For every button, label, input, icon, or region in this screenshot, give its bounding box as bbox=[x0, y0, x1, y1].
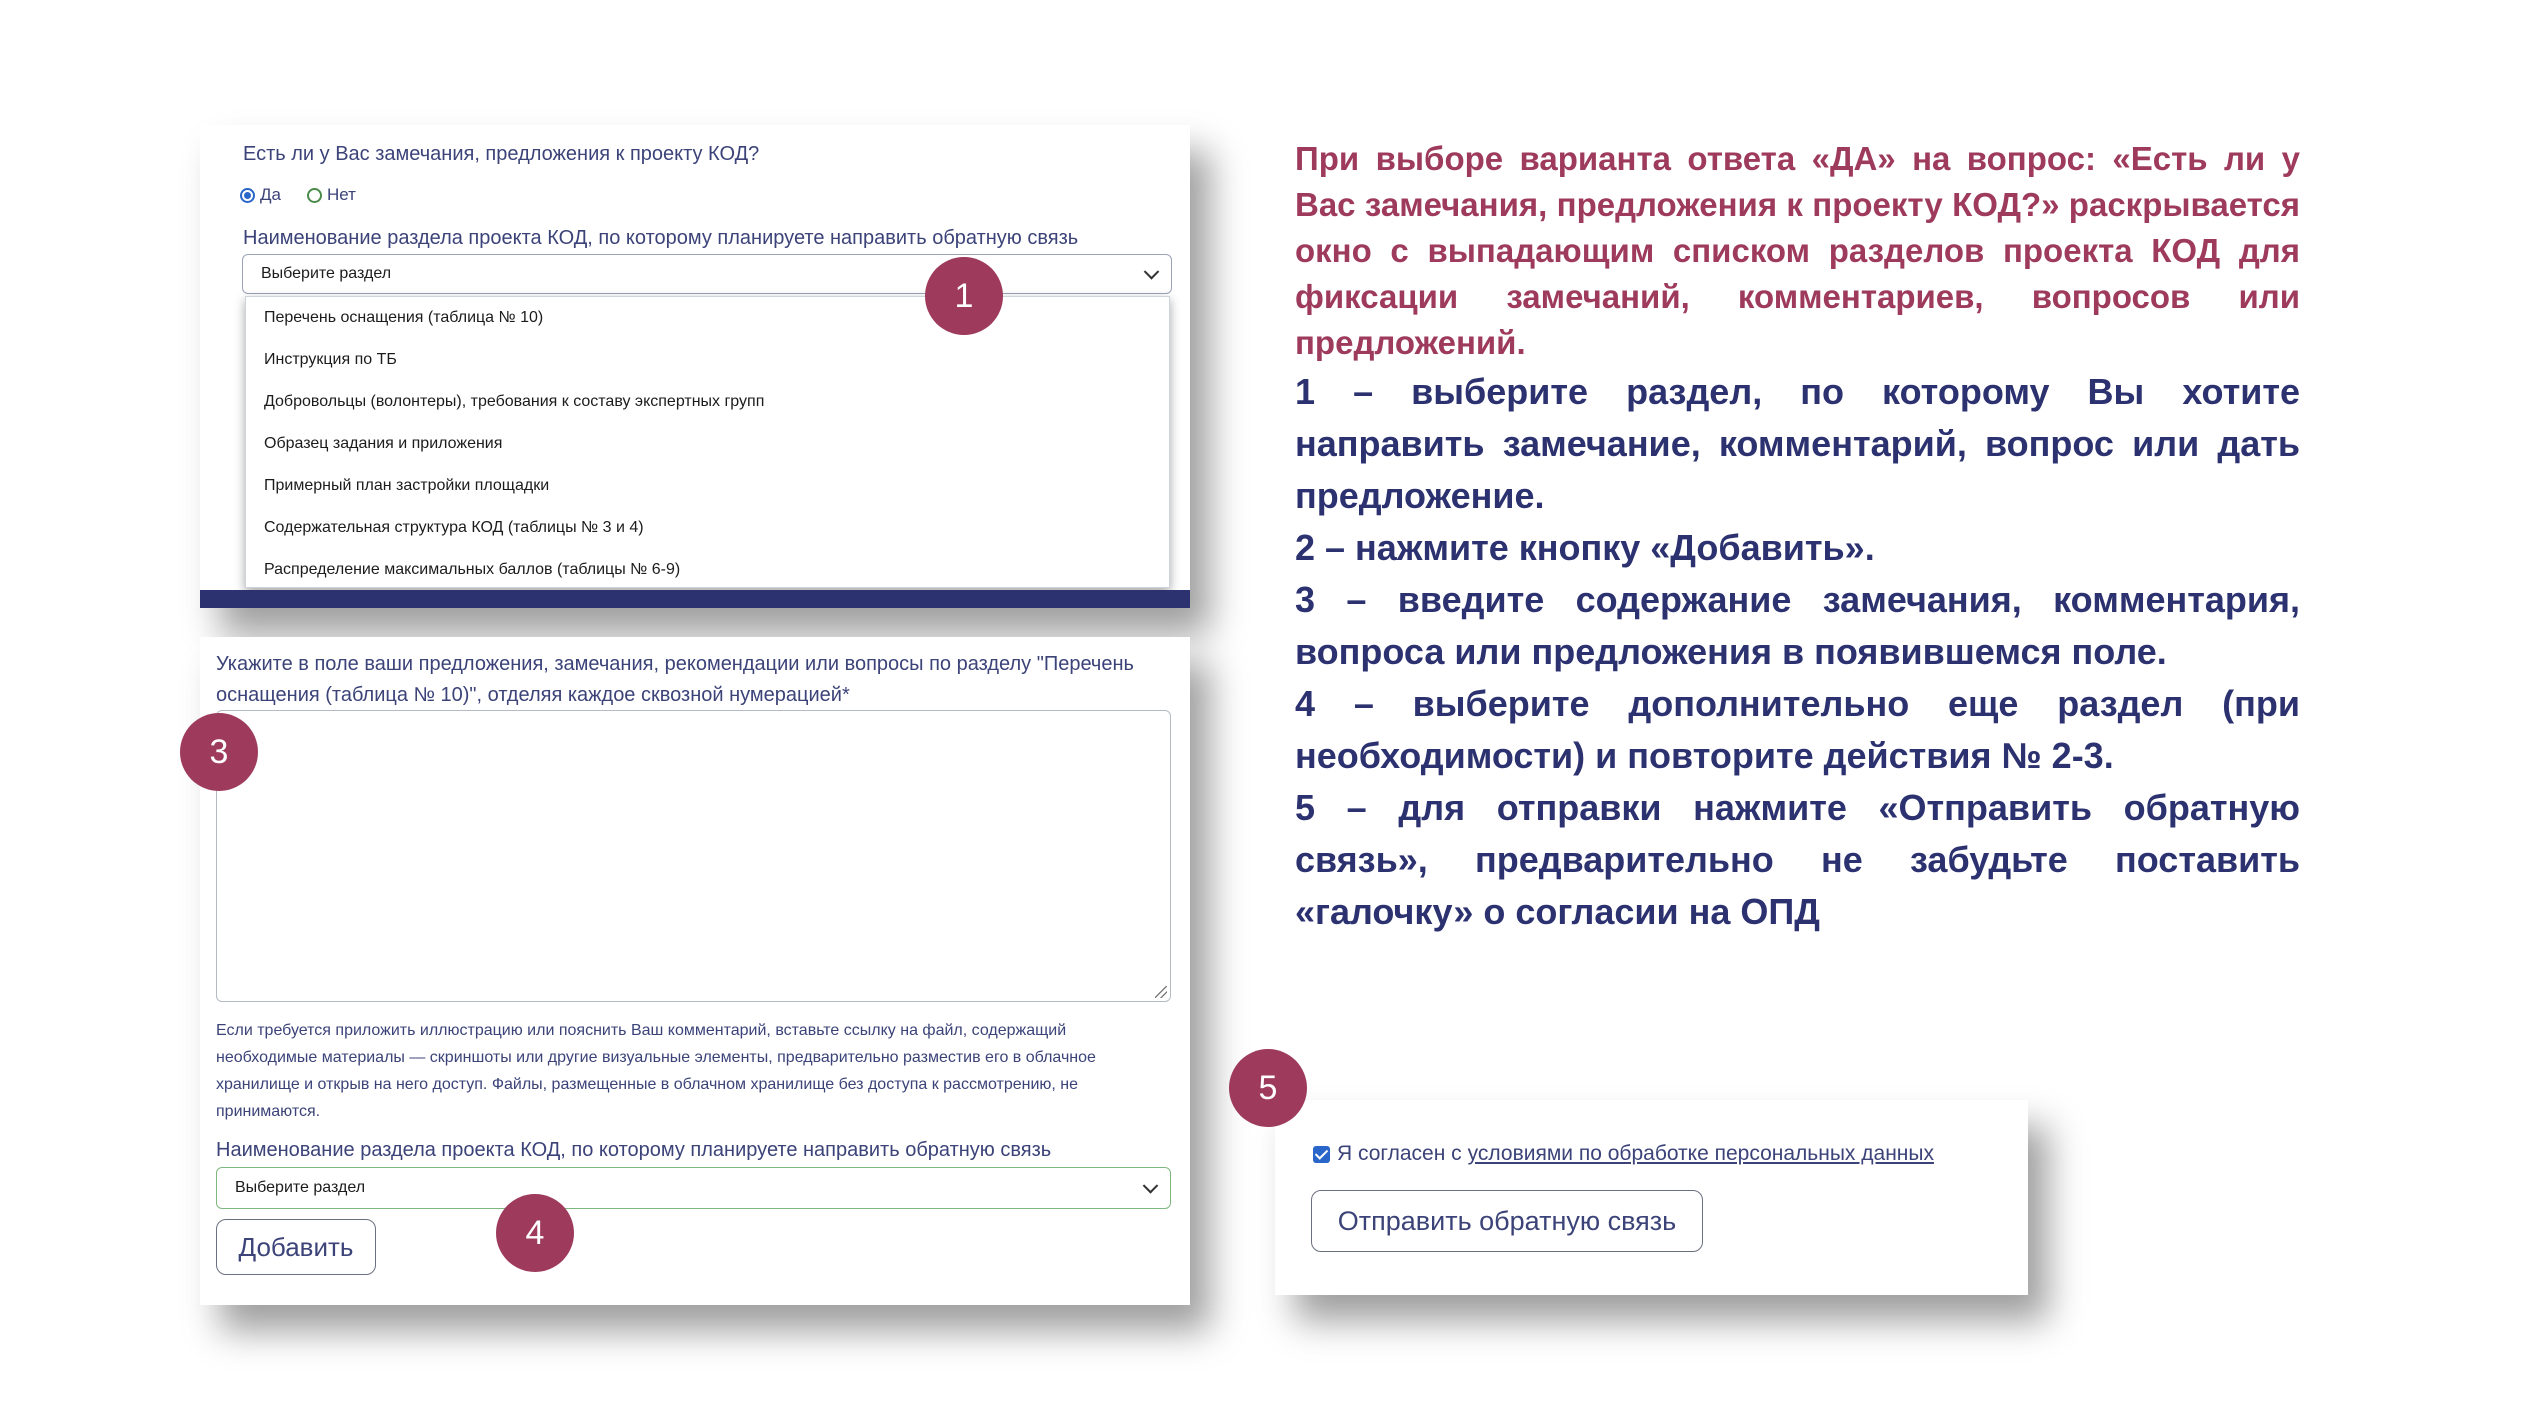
feedback-question-panel bbox=[200, 125, 1190, 608]
section-select-label-2: Наименование раздела проекта КОД, по которому планируете направить обратную связь bbox=[216, 1139, 1052, 1161]
radio-no[interactable] bbox=[307, 185, 356, 205]
section-select-value-2: Выберите раздел bbox=[235, 1179, 366, 1196]
dropdown-option[interactable]: Образец задания и приложения bbox=[264, 435, 503, 452]
step-marker-5: 5 bbox=[1229, 1049, 1307, 1127]
section-select-2[interactable] bbox=[216, 1167, 1171, 1209]
step-1: 1 – выберите раздел, по которому Вы хотите направить замечание, комментарий, вопрос или дать предложение. bbox=[1295, 371, 2300, 516]
consent-text: Я согласен с bbox=[1337, 1142, 1462, 1165]
panel-bottom-bar bbox=[200, 590, 1190, 608]
step-2: 2 – нажмите кнопку «Добавить». bbox=[1295, 527, 1875, 568]
feedback-entry-panel bbox=[200, 637, 1190, 1305]
step-5: 5 – для отправки нажмите «Отправить обратную связь», предварительно не забудьте поставить «галочку» о согласии на ОПД bbox=[1295, 787, 2300, 932]
submit-panel bbox=[1275, 1100, 2028, 1295]
chevron-down-icon bbox=[1144, 264, 1160, 280]
radio-no-label: Нет bbox=[326, 185, 356, 204]
attachment-note: Если требуется приложить иллюстрацию или пояснить Ваш комментарий, вставьте ссылку на файл, содержащий необходимые материалы — скриншоты или другие визуальные элементы, предварительно разместив его в облачное хранилище и открыв на него доступ. Файлы, размещенные в облачном хранилище без доступа к рассмотрению, не принимаются. bbox=[216, 1022, 1096, 1120]
feedback-instruction: Укажите в поле ваши предложения, замечания, рекомендации или вопросы по разделу "Перечень оснащения (таблица № 10)", отделяя каждое сквозной нумерацией* bbox=[216, 653, 1134, 706]
step-marker-4: 4 bbox=[496, 1194, 574, 1272]
intro-text: При выборе варианта ответа «ДА» на вопрос: «Есть ли у Вас замечания, предложения к проекту КОД?» раскрывается окно с выпадающим списком разделов проекта КОД для фиксации замечаний, комментариев, вопросов или предложений. bbox=[1295, 140, 2300, 361]
section-select-value: Выберите раздел bbox=[261, 265, 392, 282]
chevron-down-icon bbox=[1143, 1178, 1159, 1194]
answer-radio-group bbox=[240, 182, 382, 208]
step-4: 4 – выберите дополнительно еще раздел (при необходимости) и повторите действия № 2-3. bbox=[1295, 683, 2300, 776]
consent-checkbox[interactable] bbox=[1313, 1146, 1330, 1163]
consent-row bbox=[1313, 1142, 1934, 1166]
dropdown-option[interactable]: Содержательная структура КОД (таблицы № 3 и 4) bbox=[264, 519, 644, 536]
consent-link[interactable]: условиями по обработке персональных данных bbox=[1467, 1142, 1934, 1165]
section-select[interactable] bbox=[242, 254, 1172, 294]
radio-yes-button[interactable] bbox=[240, 188, 255, 203]
dropdown-option[interactable]: Инструкция по ТБ bbox=[264, 351, 397, 368]
question-label: Есть ли у Вас замечания, предложения к проекту КОД? bbox=[243, 143, 760, 165]
step-marker-3: 3 bbox=[180, 713, 258, 791]
radio-yes-label: Да bbox=[260, 185, 281, 204]
dropdown-option[interactable]: Добровольцы (волонтеры), требования к составу экспертных групп bbox=[264, 393, 765, 410]
steps-list bbox=[1295, 366, 2300, 938]
resize-grip-icon[interactable] bbox=[1155, 986, 1167, 998]
step-marker-1: 1 bbox=[925, 257, 1003, 335]
dropdown-option[interactable]: Примерный план застройки площадки bbox=[264, 477, 550, 494]
section-dropdown-list bbox=[245, 296, 1170, 588]
radio-yes[interactable] bbox=[240, 185, 281, 205]
step-3: 3 – введите содержание замечания, комментария, вопроса или предложения в появившемся поле. bbox=[1295, 579, 2300, 672]
feedback-textarea[interactable] bbox=[216, 710, 1171, 1002]
dropdown-option[interactable]: Перечень оснащения (таблица № 10) bbox=[264, 309, 544, 326]
send-feedback-button[interactable]: Отправить обратную связь bbox=[1311, 1190, 1703, 1252]
dropdown-option[interactable]: Распределение максимальных баллов (таблицы № 6-9) bbox=[264, 561, 681, 578]
radio-no-button[interactable] bbox=[307, 188, 322, 203]
section-select-label: Наименование раздела проекта КОД, по которому планируете направить обратную связь bbox=[243, 227, 1079, 249]
add-button[interactable]: Добавить bbox=[216, 1219, 376, 1275]
